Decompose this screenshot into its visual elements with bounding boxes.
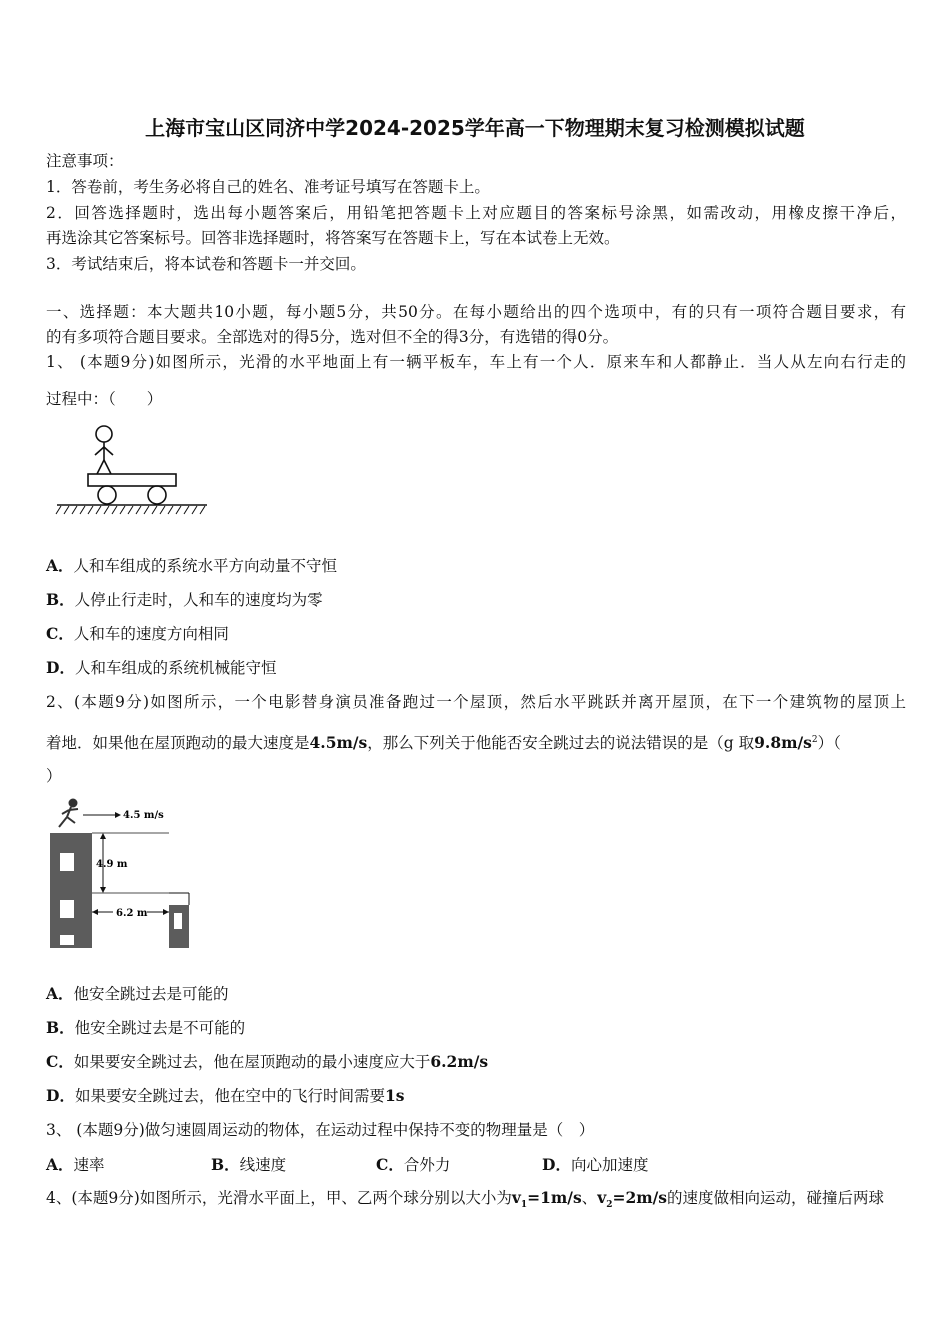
- question-2-stem: 2、(本题9分)如图所示，一个电影替身演员准备跑过一个屋顶，然后水平跳跃并离开屋顶，在下一个建筑物的屋顶上: [46, 693, 906, 711]
- question-2-option-b: B．他安全跳过去是不可能的: [46, 1018, 246, 1037]
- question-1-option-c: C．人和车的速度方向相同: [46, 624, 229, 643]
- question-2-option-a: A．他安全跳过去是可能的: [46, 984, 229, 1003]
- question-3-option-a: A．速率: [46, 1155, 105, 1174]
- question-3-stem: 3、 (本题9分)做匀速圆周运动的物体，在运动过程中保持不变的物理量是（ ）: [46, 1121, 595, 1139]
- question-3-option-c: C．合外力: [376, 1155, 451, 1174]
- question-1-option-a: A．人和车组成的系统水平方向动量不守恒: [46, 556, 338, 575]
- question-2-stem: 着地．如果他在屋顶跑动的最大速度是4.5m/s，那么下列关于他能否安全跳过去的说法错误的是（g 取$9.8m/s^2$）（: [46, 733, 841, 753]
- rooftop-jump-figure: [45, 795, 195, 955]
- question-4-stem: 4、(本题9分)如图所示，光滑水平面上，甲、乙两个球分别以大小为$v_1=1m/s$、$v_2=2m/s$的速度做相向运动，碰撞后两球: [46, 1188, 885, 1211]
- question-2-stem: ）: [46, 767, 62, 785]
- speed-label: 4.5 m/s: [123, 810, 164, 821]
- height-label: 4.9 m: [96, 859, 128, 870]
- question-2-option-c: C．如果要安全跳过去，他在屋顶跑动的最小速度应大于6.2m/s: [46, 1052, 489, 1071]
- notice-item: 1．答卷前，考生务必将自己的姓名、准考证号填写在答题卡上。: [46, 178, 490, 196]
- question-2-option-d: D．如果要安全跳过去，他在空中的飞行时间需要1s: [46, 1086, 405, 1105]
- question-1-option-d: D．人和车组成的系统机械能守恒: [46, 658, 277, 677]
- notice-item: 2．回答选择题时，选出每小题答案后，用铅笔把答题卡上对应题目的答案标号涂黑，如需改动，用橡皮擦干净后，: [46, 204, 906, 222]
- question-3-option-b: B．线速度: [211, 1155, 287, 1174]
- section-instructions: 一、选择题：本大题共10小题，每小题5分，共50分。在每小题给出的四个选项中，有的只有一项符合题目要求，有: [46, 303, 906, 321]
- question-1-option-b: B．人停止行走时，人和车的速度均为零: [46, 590, 323, 609]
- notice-heading: 注意事项：: [46, 152, 124, 170]
- question-3-option-d: D．向心加速度: [542, 1155, 649, 1174]
- notice-item: 再选涂其它答案标号。回答非选择题时，将答案写在答题卡上，写在本试卷上无效。: [46, 229, 620, 247]
- distance-label: 6.2 m: [116, 908, 148, 919]
- question-1-stem: 过程中：（ ）: [46, 390, 163, 408]
- question-1-stem: 1、 (本题9分)如图所示，光滑的水平地面上有一辆平板车，车上有一个人．原来车和人都静止．当人从左向右行走的: [46, 353, 906, 371]
- page-title: 上海市宝山区同济中学2024-2025学年高一下物理期末复习检测模拟试题: [145, 116, 805, 140]
- section-instructions: 的有多项符合题目要求。全部选对的得5分，选对但不全的得3分，有选错的得0分。: [46, 328, 619, 346]
- cart-person-figure: [55, 422, 215, 518]
- notice-item: 3．考试结束后，将本试卷和答题卡一并交回。: [46, 255, 366, 273]
